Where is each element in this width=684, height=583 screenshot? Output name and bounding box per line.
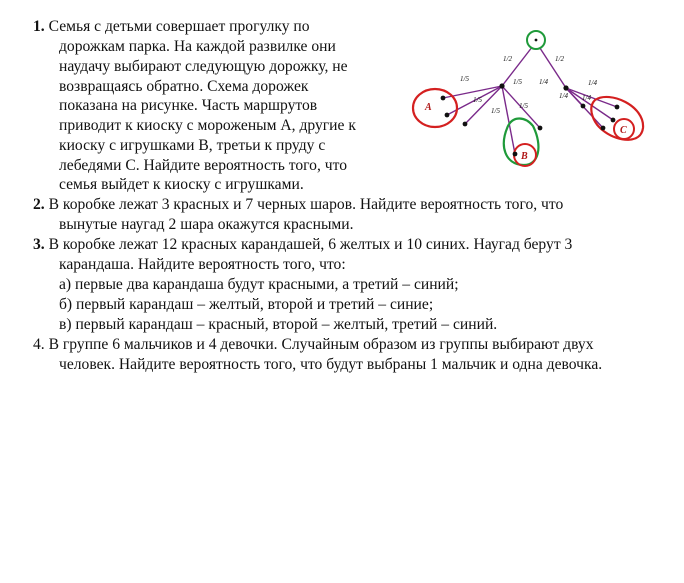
problem-1-line-3: наудачу выбирают следующую дорожку, не (59, 58, 348, 75)
problem-1-line-6: приводит к киоску с мороженым A, другие к (59, 117, 356, 134)
problem-1-line-9: семья выйдет к киоску с игрушками. (59, 176, 304, 193)
problem-2-line-1 (33, 195, 563, 214)
node-label-a: A (425, 102, 432, 113)
problem-1-line-2: дорожкам парка. На каждой развилке они (59, 38, 336, 55)
problem-3-line-2: карандаша. Найдите вероятность того, что: (59, 256, 346, 273)
highlight-a (413, 89, 457, 127)
problem-3-option-a: а) первые два карандаша будут красными, а третий – синий; (59, 276, 459, 293)
problem-3-text: В коробке лежат 12 красных карандашей, 6 желтых и 10 синих. Наугад берут 3 (48, 236, 573, 253)
problem-3-number: 3. (33, 236, 45, 253)
problem-4-number: 4. (33, 336, 45, 353)
label-left-a-upper: 1/5 (460, 75, 469, 83)
problem-1-line-8: лебедями C. Найдите вероятность того, что (59, 157, 348, 174)
left-fork-node (499, 83, 504, 88)
leaf-b-1 (513, 152, 518, 157)
label-right-1: 1/4 (539, 78, 548, 86)
park-paths-diagram (405, 28, 657, 170)
label-left-a-lower: 1/5 (473, 96, 482, 104)
problem-1-line-1 (33, 17, 310, 36)
leaf-c-1 (615, 105, 620, 110)
label-left-down-2: 1/5 (519, 102, 528, 110)
problem-3-line-1 (33, 235, 572, 254)
leaf-b-2 (538, 126, 543, 131)
problem-4-text: В группе 6 мальчиков и 4 девочки. Случайным образом из группы выбирают двух (48, 336, 594, 353)
label-right-2: 1/4 (588, 79, 597, 87)
right-fork-node (563, 85, 568, 90)
problem-3-option-b: б) первый карандаш – желтый, второй и третий – синие; (59, 296, 434, 313)
label-left-center: 1/5 (513, 78, 522, 86)
root-dot (535, 39, 538, 42)
leaf-c-3 (601, 126, 606, 131)
label-top-right: 1/2 (555, 55, 564, 63)
leaf-right-4 (581, 104, 586, 109)
problem-1-number: 1. (33, 18, 45, 35)
leaf-left-1 (463, 122, 468, 127)
highlight-c (591, 97, 643, 140)
label-right-4: 1/4 (582, 94, 591, 102)
problem-2-line-2: вынутые наугад 2 шара окажутся красными. (59, 216, 354, 233)
problem-1-line-4: возвращаясь обратно. Схема дорожек (59, 78, 309, 95)
node-label-c: C (620, 125, 627, 136)
label-top-left: 1/2 (503, 55, 512, 63)
leaf-a-upper (441, 96, 446, 101)
problem-1-line-5: показана на рисунке. Часть маршрутов (59, 97, 318, 114)
leaf-c-2 (611, 118, 616, 123)
leaf-a-lower (445, 113, 450, 118)
problem-2-text: В коробке лежат 3 красных и 7 черных шаров. Найдите вероятность того, что (48, 196, 564, 213)
node-label-b: B (521, 151, 528, 162)
problem-4-line-1 (33, 335, 594, 354)
edge-right-2 (566, 88, 613, 120)
label-left-down-1: 1/5 (491, 107, 500, 115)
label-right-3: 1/4 (559, 92, 568, 100)
problem-2-number: 2. (33, 196, 45, 213)
problem-1-text: Семья с детьми совершает прогулку по (48, 18, 310, 35)
problem-4-line-2: человек. Найдите вероятность того, что будут выбраны 1 мальчик и одна девочка. (59, 356, 603, 373)
problem-1-line-7: киоску с игрушками B, третьи к пруду с (59, 137, 326, 154)
problem-3-option-c: в) первый карандаш – красный, второй – желтый, третий – синий. (59, 316, 498, 333)
